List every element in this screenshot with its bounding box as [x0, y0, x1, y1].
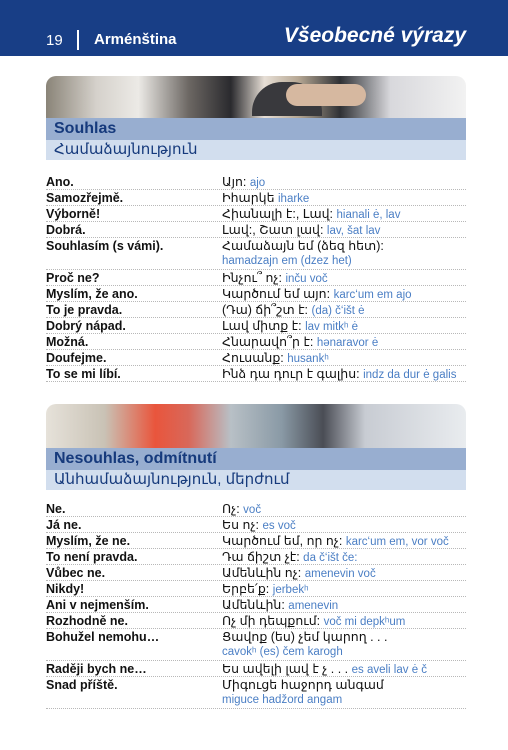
czech-phrase: Souhlasím (s vámi). [46, 239, 164, 253]
office-photo [46, 404, 466, 448]
phrase-row [46, 302, 466, 318]
czech-phrase: Já ne. [46, 518, 82, 532]
czech-phrase: Myslím, že ne. [46, 534, 131, 548]
czech-phrase: Možná. [46, 335, 89, 349]
phrase-row [46, 629, 466, 661]
transliteration: lav mitkʰ ė [305, 321, 359, 333]
armenian-phrase: Ցավոք (ես) չեմ կարող . . . [222, 630, 388, 644]
handshake-hands [286, 84, 366, 106]
armenian-phrase: Ինչու՞ ոչ: inču voč [222, 271, 328, 285]
phrase-row [46, 270, 466, 286]
armenian-phrase: Համաձայն եմ (ձեզ հետ): [222, 239, 384, 253]
armenian-phrase: Ես ոչ: es voč [222, 518, 296, 532]
transliteration: cavokʰ (es) čem karogh [222, 646, 343, 658]
czech-phrase: Dobrý nápad. [46, 319, 126, 333]
transliteration: lav, šat lav [326, 225, 381, 237]
handshake-photo [46, 76, 466, 118]
czech-phrase: Ano. [46, 175, 74, 189]
phrase-row [46, 677, 466, 709]
transliteration: karc‘um em ajo [333, 289, 412, 301]
transliteration: karc‘um em, vor voč [345, 536, 449, 548]
phrase-row [46, 581, 466, 597]
armenian-phrase: Ոչ: voč [222, 502, 262, 516]
section-subtitle: Համաձայնություն [54, 141, 198, 158]
armenian-phrase: Կարծում եմ, որ ոչ: karc‘um em, vor voč [222, 534, 449, 548]
phrase-row [46, 549, 466, 565]
section-title: Nesouhlas, odmítnutí [54, 450, 217, 467]
transliteration: voč mi depkʰum [323, 616, 406, 628]
phrase-row [46, 565, 466, 581]
phrase-row [46, 517, 466, 533]
armenian-phrase: Հուսանք: husankʰ [222, 351, 329, 365]
transliteration: voč [243, 504, 262, 516]
phrase-row [46, 222, 466, 238]
section-title: Souhlas [54, 120, 117, 137]
page-number: 19 [46, 32, 63, 49]
section-subtitle-bar [46, 470, 466, 490]
transliteration: hamadzajn em (dzez het) [222, 255, 352, 267]
czech-phrase: To je pravda. [46, 303, 123, 317]
armenian-phrase: Դա ճիշտ չէ: da č‘išt če: [222, 550, 358, 564]
phrase-row [46, 613, 466, 629]
transliteration: hianali ė, lav [336, 209, 401, 221]
armenian-phrase: Հնարավո՞ր է: hənaravor ė [222, 335, 379, 349]
armenian-phrase: Ամենևին: amenevin [222, 598, 339, 612]
armenian-phrase: Ինձ դա դուր է գալիս: indz da dur ė galis [222, 367, 457, 381]
phrase-row [46, 366, 466, 382]
book-title: Arménština [94, 31, 177, 48]
section-subtitle: Անհամաձայնություն, մերժում [54, 471, 290, 488]
transliteration: jerbekʰ [272, 584, 309, 596]
transliteration: indz da dur ė galis [363, 369, 457, 381]
czech-phrase: Samozřejmě. [46, 191, 124, 205]
phrase-list [46, 174, 466, 382]
phrase-row [46, 190, 466, 206]
phrase-row [46, 597, 466, 613]
phrase-row [46, 318, 466, 334]
czech-phrase: Bohužel nemohu… [46, 630, 160, 644]
armenian-phrase: Լավ:, Շատ լավ: lav, šat lav [222, 223, 381, 237]
armenian-phrase: Ոչ մի դեպքում: voč mi depkʰum [222, 614, 406, 628]
transliteration: amenevin voč [304, 568, 376, 580]
transliteration: miguce hadžord angam [222, 694, 343, 706]
phrase-row [46, 533, 466, 549]
czech-phrase: Snad příště. [46, 678, 118, 692]
transliteration: husankʰ [287, 353, 329, 365]
section-subtitle-bar [46, 140, 466, 160]
armenian-phrase: Լավ միտք է: lav mitkʰ ė [222, 319, 359, 333]
czech-phrase: To není pravda. [46, 550, 138, 564]
phrase-row [46, 501, 466, 517]
phrase-row [46, 661, 466, 677]
transliteration: es voč [262, 520, 296, 532]
armenian-phrase: Միգուցե հաջորդ անգամ [222, 678, 384, 692]
armenian-phrase: Երբե՛ք: jerbekʰ [222, 582, 309, 596]
armenian-phrase: Կարծում եմ այո: karc‘um em ajo [222, 287, 412, 301]
armenian-phrase: Հիանալի է:, Լավ: hianali ė, lav [222, 207, 401, 221]
phrase-row [46, 174, 466, 190]
transliteration: amenevin [288, 600, 339, 612]
armenian-phrase: Ես ավելի լավ է չ . . . es aveli lav ė č [222, 662, 428, 676]
czech-phrase: Dobrá. [46, 223, 86, 237]
phrase-row [46, 350, 466, 366]
czech-phrase: Ani v nejmenším. [46, 598, 149, 612]
czech-phrase: Vůbec ne. [46, 566, 106, 580]
czech-phrase: To se mi líbí. [46, 367, 121, 381]
chapter-title: Všeobecné výrazy [283, 24, 466, 47]
transliteration: iharke [278, 193, 310, 205]
czech-phrase: Výborně! [46, 207, 101, 221]
transliteration: ajo [249, 177, 266, 189]
czech-phrase: Myslím, že ano. [46, 287, 138, 301]
transliteration: es aveli lav ė č [351, 664, 428, 676]
transliteration: inču voč [285, 273, 328, 285]
armenian-phrase: (Դա) ճի՞շտ է: (da) č‘išt ė [222, 303, 365, 317]
armenian-phrase: Այո: ajo [222, 175, 266, 189]
czech-phrase: Proč ne? [46, 271, 100, 285]
transliteration: hənaravor ė [316, 337, 379, 349]
phrase-row [46, 286, 466, 302]
czech-phrase: Rozhodně ne. [46, 614, 128, 628]
czech-phrase: Doufejme. [46, 351, 107, 365]
transliteration: da č‘išt če: [303, 552, 358, 564]
czech-phrase: Raději bych ne… [46, 662, 147, 676]
armenian-phrase: Իհարկե iharke [222, 191, 310, 205]
phrase-list [46, 501, 466, 709]
phrase-row [46, 206, 466, 222]
page-header [0, 0, 508, 56]
armenian-phrase: Ամենևին ոչ: amenevin voč [222, 566, 376, 580]
section-title-bar [46, 118, 466, 140]
transliteration: (da) č‘išt ė [311, 305, 365, 317]
phrase-row [46, 238, 466, 270]
czech-phrase: Nikdy! [46, 582, 85, 596]
czech-phrase: Ne. [46, 502, 66, 516]
phrase-row [46, 334, 466, 350]
header-divider [77, 30, 79, 50]
section-title-bar [46, 448, 466, 470]
